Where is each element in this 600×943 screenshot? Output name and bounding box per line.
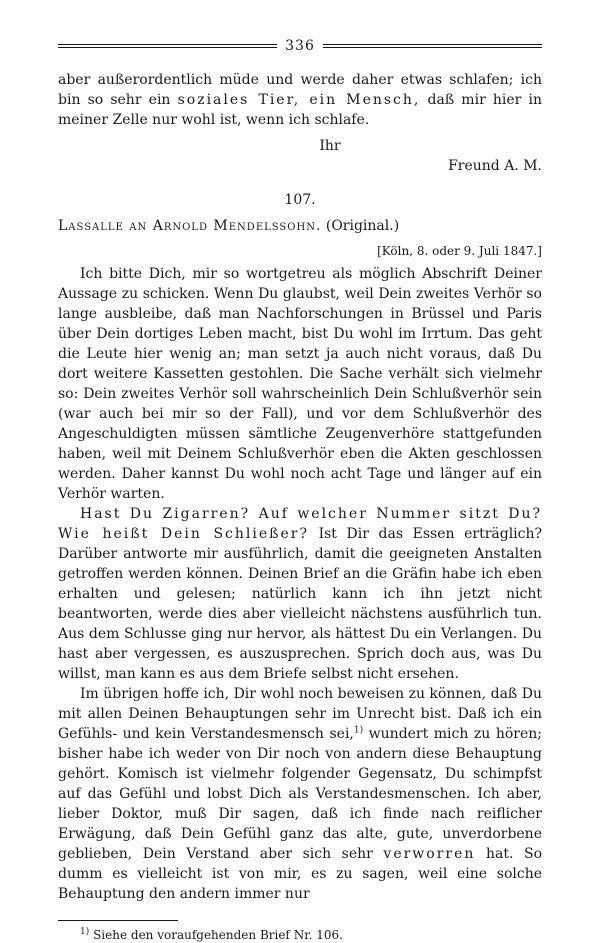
- footnote: [58, 927, 542, 943]
- book-page: [58, 38, 542, 943]
- letter-number: 107.: [284, 192, 316, 208]
- previous-letter-text-b: daß mir hier in meiner Zelle nur wohl ist, wenn ich schlafe.: [58, 92, 542, 128]
- previous-letter-text-a: aber außerordentlich müde und werde daher etwas schlafen; ich bin so sehr ein: [58, 72, 542, 108]
- paragraph-3-text-c: hat. So dumm es vielleicht ist von mir, es zu sagen, weil eine solche Behauptung den andern immer nur: [58, 846, 542, 902]
- letter-title-note: (Original.): [325, 218, 400, 234]
- paragraph-2-text: Ist Dir das Essen erträglich? Darüber antworte mir ausführlich, damit die geeigneten Anstalten getroffen werden können. Deinen Brief an die Gräfin habe ich eben erhalten und gelesen; natürlich kann ich ihn jetzt nicht beantworten, werde dies aber vielleicht nächstens ausführlich tun. Aus dem Schlusse ging nur hervor, als hättest Du ein Verlangen. Du hast aber vergessen, es auszusprechen. Sprich doch aus, was Du willst, man kann es aus dem Briefe selbst nicht ersehen.: [58, 526, 543, 682]
- paragraph-3-text-a: Im übrigen hoffe ich, Dir wohl noch beweisen zu können, daß Du mit allen Deinen Behauptungen sehr im Unrecht bist. Daß ich ein Gefühls- und kein Verstandesmensch sei,: [58, 686, 542, 742]
- signature: Freund A. M.: [448, 158, 542, 174]
- paragraph-1: Ich bitte Dich, mir so wortgetreu als möglich Abschrift Deiner Aussage zu schicken. Wenn Du glaubst, weil Dein zweites Verhör so lange ausbleibe, daß man Nachforschungen in Brüssel und Paris über Dein dortiges Leben macht, bist Du wohl im Irrtum. Das geht die Leute hier wenig an; man setzt ja auch nicht voraus, daß Du dort weitere Kassetten gestohlen. Die Sache verhält sich vielmehr so: Dein zweites Verhör soll wahrscheinlich Dein Schlußverhör sein (war auch bei mir so der Fall), und vor dem Schlußverhör des Angeschuldigten müssen sämtliche Zeugenverhöre stattgefunden haben, weil mit Deinem Schlußverhör eben die Akten geschlossen werden. Daher kannst Du wohl noch acht Tage und länger auf ein Verhör warten.: [58, 266, 542, 502]
- letter-title: [58, 216, 542, 236]
- header-rule-left: [58, 44, 277, 48]
- previous-letter-spaced-phrase: soziales Tier, ein Mensch,: [177, 92, 421, 108]
- letter-title-caps: Lassalle an Arnold Mendelssohn.: [58, 218, 322, 234]
- letter-date: [Köln, 8. oder 9. Juli 1847.]: [377, 244, 542, 258]
- paragraph-3: [58, 684, 542, 904]
- footnote-text: Siehe den voraufgehenden Brief Nr. 106.: [93, 928, 343, 942]
- page-number: 336: [285, 38, 315, 54]
- closing-word: Ihr: [319, 138, 341, 154]
- page-header: [58, 38, 542, 54]
- previous-letter-ending: [58, 70, 542, 130]
- footnote-marker: 1): [80, 927, 90, 937]
- footnote-rule: [58, 920, 178, 921]
- paragraph-2-spaced: Hast Du Zigarren? Auf welcher Nummer sitzt Du? Wie heißt Dein Schließer?: [58, 506, 542, 542]
- paragraph-3-text-b: wundert mich zu hören; bisher habe ich weder von Dir noch von andern diese Behauptung gehört. Komisch ist vielmehr folgender Gegensatz, Du schimpfst auf das Gefühl und lobst Dich als Verstandesmenschen. Ich aber, lieber Doktor, muß Dir sagen, daß ich finde nach reiflicher Erwägung, daß Dein Gefühl ganz das alte, gute, unverdorbene geblieben, Dein Verstand aber sich sehr: [58, 726, 543, 862]
- header-rule-right: [323, 44, 542, 48]
- paragraph-2: [58, 504, 542, 684]
- paragraph-3-spaced-word: verworren: [383, 846, 476, 862]
- footnote-ref: 1): [353, 725, 364, 736]
